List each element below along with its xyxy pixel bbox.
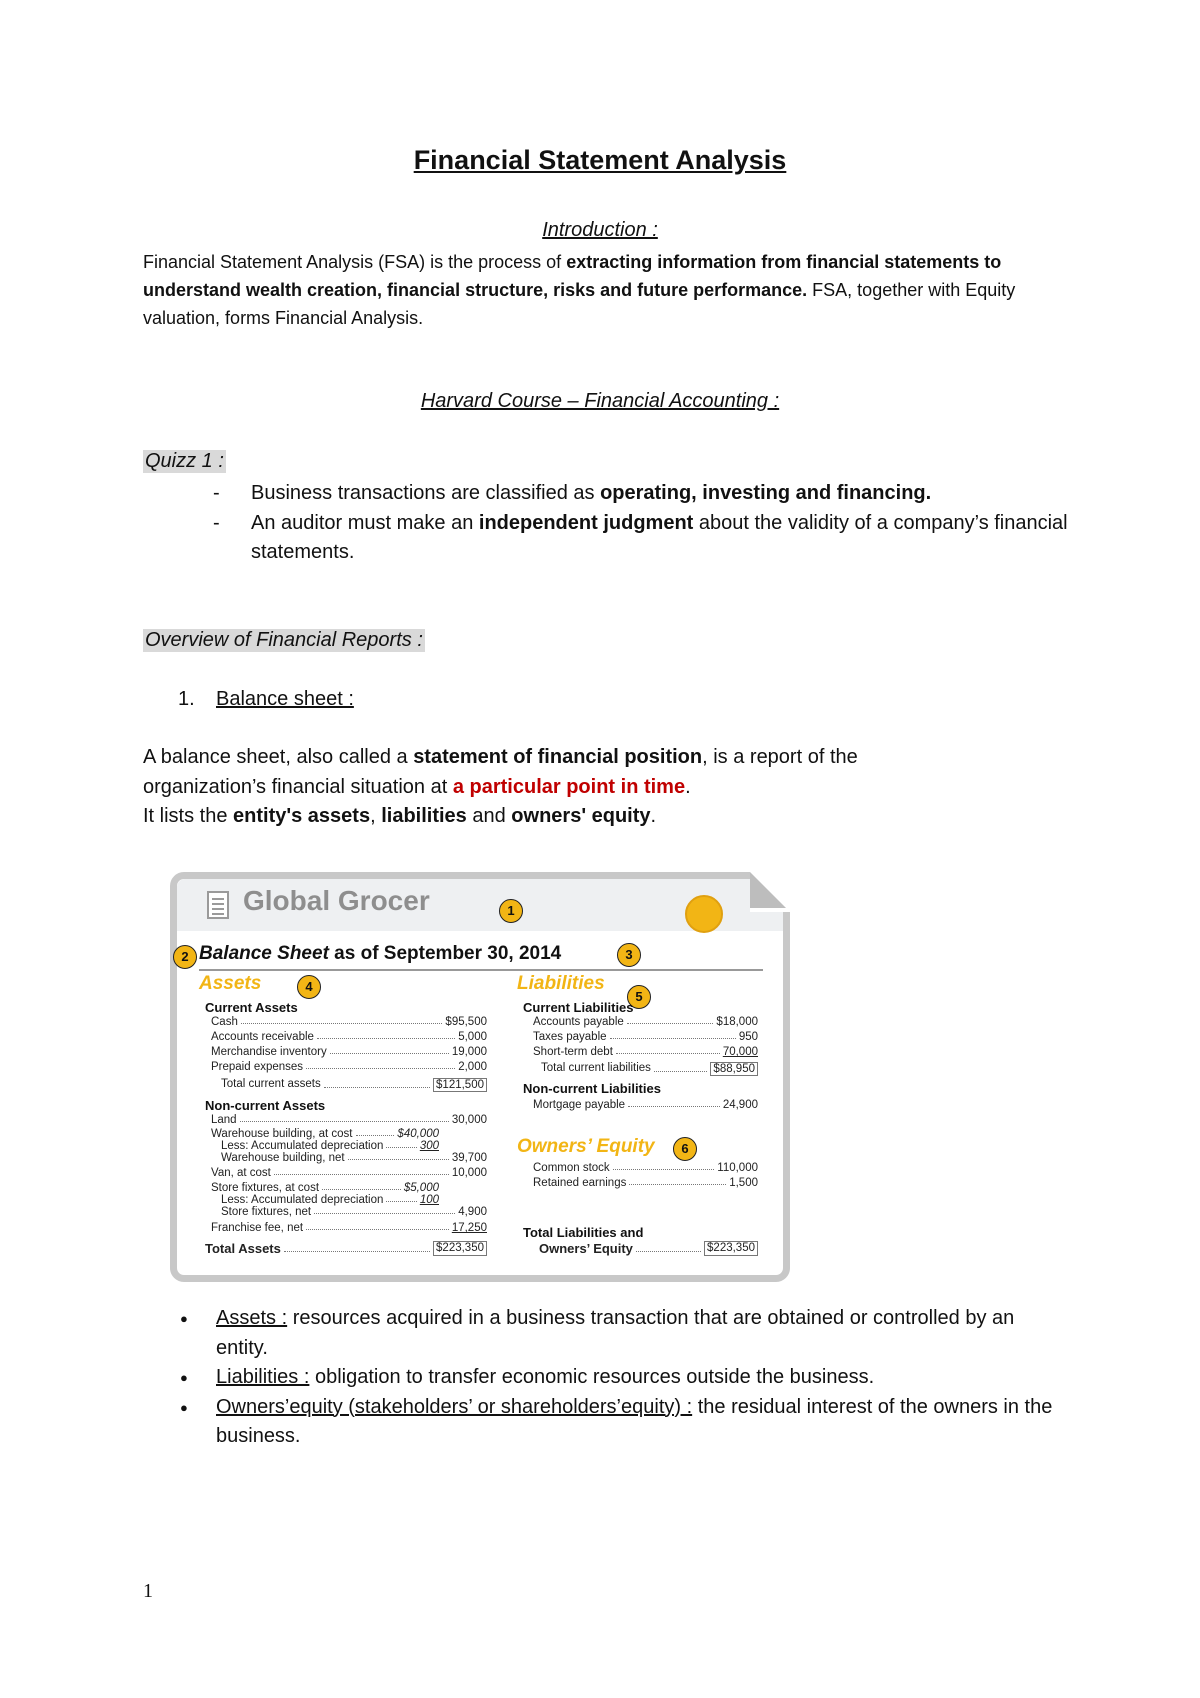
list-item: [213, 479, 1073, 509]
line-item: [211, 1128, 439, 1140]
owners-equity-heading: Owners’ Equity: [517, 1136, 655, 1157]
line-value: 39,700: [451, 1152, 487, 1164]
line-value: $223,350: [433, 1241, 487, 1256]
total-assets: [205, 1241, 487, 1256]
section-number: 1.: [178, 688, 195, 710]
line-value: 300: [419, 1140, 439, 1152]
text-span: It lists the: [143, 805, 234, 827]
sheet-date: as of September 30, 2014: [328, 943, 562, 964]
text-span: , is a report of the organization’s financial situation at: [143, 746, 858, 798]
line-label: Store fixtures, net: [221, 1206, 312, 1218]
line-value: $223,350: [704, 1241, 758, 1256]
quiz-item-bold: operating, investing and financing.: [600, 482, 932, 504]
line-item: [533, 1046, 758, 1058]
balance-sheet-title: [199, 943, 561, 965]
line-label: Store fixtures, at cost: [211, 1182, 320, 1194]
globe-icon: [685, 895, 723, 933]
quiz-heading: Quizz 1 :: [145, 450, 224, 472]
intro-bold: extracting information from financial statements to understand wealth creation, financial structure, risks and future performance.: [143, 252, 1002, 300]
line-item: [211, 1046, 487, 1058]
line-item: [211, 1031, 487, 1043]
bold-span: liabilities: [381, 805, 467, 827]
assets-heading: Assets: [199, 973, 262, 994]
line-label: Accounts receivable: [211, 1031, 314, 1043]
bold-span: entity's assets: [233, 805, 371, 827]
total-current-liabilities: [541, 1062, 758, 1076]
company-name: Global Grocer: [243, 885, 430, 916]
line-label: Prepaid expenses: [211, 1061, 304, 1073]
line-label: Short-term debt: [533, 1046, 613, 1058]
line-value: 1,500: [729, 1177, 758, 1189]
noncurrent-assets-heading: Non-current Assets: [205, 1098, 326, 1113]
definition-text: resources acquired in a business transaction that are obtained or controlled by an entity.: [216, 1307, 1015, 1359]
line-item: [211, 1016, 487, 1028]
definition-text: obligation to transfer economic resources outside the business.: [309, 1366, 875, 1388]
line-label: Common stock: [533, 1162, 610, 1174]
line-item: [221, 1194, 439, 1206]
quiz-item-text: An auditor must make an: [251, 511, 479, 534]
intro-text: Financial Statement Analysis (FSA) is the process of: [143, 252, 567, 272]
line-value: 950: [738, 1031, 758, 1043]
list-item: [180, 1393, 1060, 1452]
intro-heading: Introduction :: [542, 219, 658, 241]
definition-term: Owners’equity (stakeholders’ or shareholders’equity) :: [216, 1395, 693, 1418]
line-label: Less: Accumulated depreciation: [221, 1140, 384, 1152]
current-assets-heading: Current Assets: [205, 1000, 298, 1015]
definition-text: the residual interest of the owners in the business.: [216, 1395, 1053, 1447]
line-label: Warehouse building, net: [221, 1152, 345, 1164]
text-span: ,: [370, 805, 382, 827]
line-value: 2,000: [458, 1061, 487, 1073]
line-label: Total current liabilities: [541, 1062, 651, 1074]
line-label: Merchandise inventory: [211, 1046, 327, 1058]
line-item: [211, 1167, 487, 1179]
line-label: Mortgage payable: [533, 1099, 626, 1111]
line-label: Franchise fee, net: [211, 1222, 304, 1234]
definition-term: Assets :: [216, 1307, 288, 1329]
line-label: Cash: [211, 1016, 238, 1028]
line-item: [533, 1162, 758, 1174]
document-icon: [207, 891, 229, 919]
line-label: Warehouse building, at cost: [211, 1128, 353, 1140]
line-label: Retained earnings: [533, 1177, 627, 1189]
callout-2-icon: 2: [173, 945, 197, 969]
current-liabilities-heading: Current Liabilities: [523, 1000, 634, 1015]
total-current-assets: [221, 1078, 487, 1092]
text-span: .: [650, 805, 657, 827]
callout-1-icon: 1: [499, 899, 523, 923]
line-value: 4,900: [458, 1206, 487, 1218]
line-value: 100: [419, 1194, 439, 1206]
line-label: Less: Accumulated depreciation: [221, 1194, 384, 1206]
callout-6-icon: 6: [673, 1137, 697, 1161]
line-label: Van, at cost: [211, 1167, 271, 1179]
text-span: .: [685, 775, 691, 798]
line-item: [533, 1177, 758, 1189]
list-item: [213, 509, 1073, 568]
line-label: Total current assets: [221, 1078, 321, 1090]
divider: [199, 969, 763, 971]
section-label: Balance sheet :: [216, 688, 354, 710]
line-label: Total Assets: [205, 1241, 281, 1256]
line-value: 70,000: [722, 1046, 758, 1058]
total-liabilities-equity: [539, 1241, 758, 1256]
line-value: 30,000: [451, 1114, 487, 1126]
sheet-title: Balance Sheet: [199, 943, 329, 964]
intro-paragraph: [143, 248, 1093, 332]
quiz-item-bold: independent judgment: [478, 511, 694, 534]
list-item: [180, 1304, 1060, 1363]
line-item: [211, 1182, 439, 1194]
callout-5-icon: 5: [627, 985, 651, 1009]
callout-4-icon: 4: [297, 975, 321, 999]
intro-rest: FSA, together with Equity valuation, forms Financial Analysis.: [143, 280, 1016, 328]
quiz-item-rest: about the validity of a company’s financial statements.: [251, 511, 1068, 563]
page-title: Financial Statement Analysis: [413, 145, 787, 175]
bold-span: owners' equity: [511, 805, 651, 827]
line-item: [211, 1222, 487, 1234]
line-item: [533, 1016, 758, 1028]
balance-sheet-figure: [170, 872, 790, 1282]
section-1-heading: [178, 688, 354, 711]
callout-3-icon: 3: [617, 943, 641, 967]
liabilities-heading: Liabilities: [517, 973, 605, 994]
definition-term: Liabilities :: [216, 1366, 310, 1388]
overview-heading: Overview of Financial Reports :: [145, 629, 423, 651]
line-item: [221, 1140, 439, 1152]
line-item: [211, 1114, 487, 1126]
noncurrent-liabilities-heading: Non-current Liabilities: [523, 1081, 661, 1096]
line-value: $95,500: [445, 1016, 487, 1028]
page-number: 1: [143, 1580, 153, 1602]
page-fold-icon: [750, 872, 790, 912]
quiz-list: [213, 479, 1073, 568]
line-label: Owners’ Equity: [539, 1241, 633, 1256]
line-label: Accounts payable: [533, 1016, 624, 1028]
line-value: 10,000: [451, 1167, 487, 1179]
line-item: [221, 1152, 487, 1164]
line-value: $88,950: [710, 1062, 758, 1076]
definitions-list: [180, 1304, 1060, 1452]
line-item: [533, 1031, 758, 1043]
line-value: 110,000: [717, 1162, 758, 1174]
bold-span: statement of financial position: [413, 746, 703, 768]
course-heading: Harvard Course – Financial Accounting :: [420, 390, 780, 412]
line-value: $121,500: [433, 1078, 487, 1092]
line-value: $40,000: [397, 1128, 439, 1140]
line-value: 24,900: [722, 1099, 758, 1111]
line-value: 5,000: [458, 1031, 487, 1043]
line-value: $5,000: [403, 1182, 439, 1194]
line-label: Taxes payable: [533, 1031, 607, 1043]
line-label: Land: [211, 1114, 237, 1126]
line-item: [211, 1061, 487, 1073]
text-span: and: [466, 805, 512, 827]
quiz-item-text: Business transactions are classified as: [251, 482, 601, 504]
line-item: [221, 1206, 487, 1218]
line-value: 17,250: [451, 1222, 487, 1234]
total-liabilities-equity-label: Total Liabilities and: [523, 1225, 644, 1240]
highlight-span: a particular point in time: [452, 775, 686, 798]
line-item: [533, 1099, 758, 1111]
line-value: $18,000: [716, 1016, 758, 1028]
balance-sheet-paragraph: [143, 743, 963, 832]
line-value: 19,000: [451, 1046, 487, 1058]
text-span: A balance sheet, also called a: [143, 746, 414, 768]
list-item: [180, 1363, 1060, 1393]
